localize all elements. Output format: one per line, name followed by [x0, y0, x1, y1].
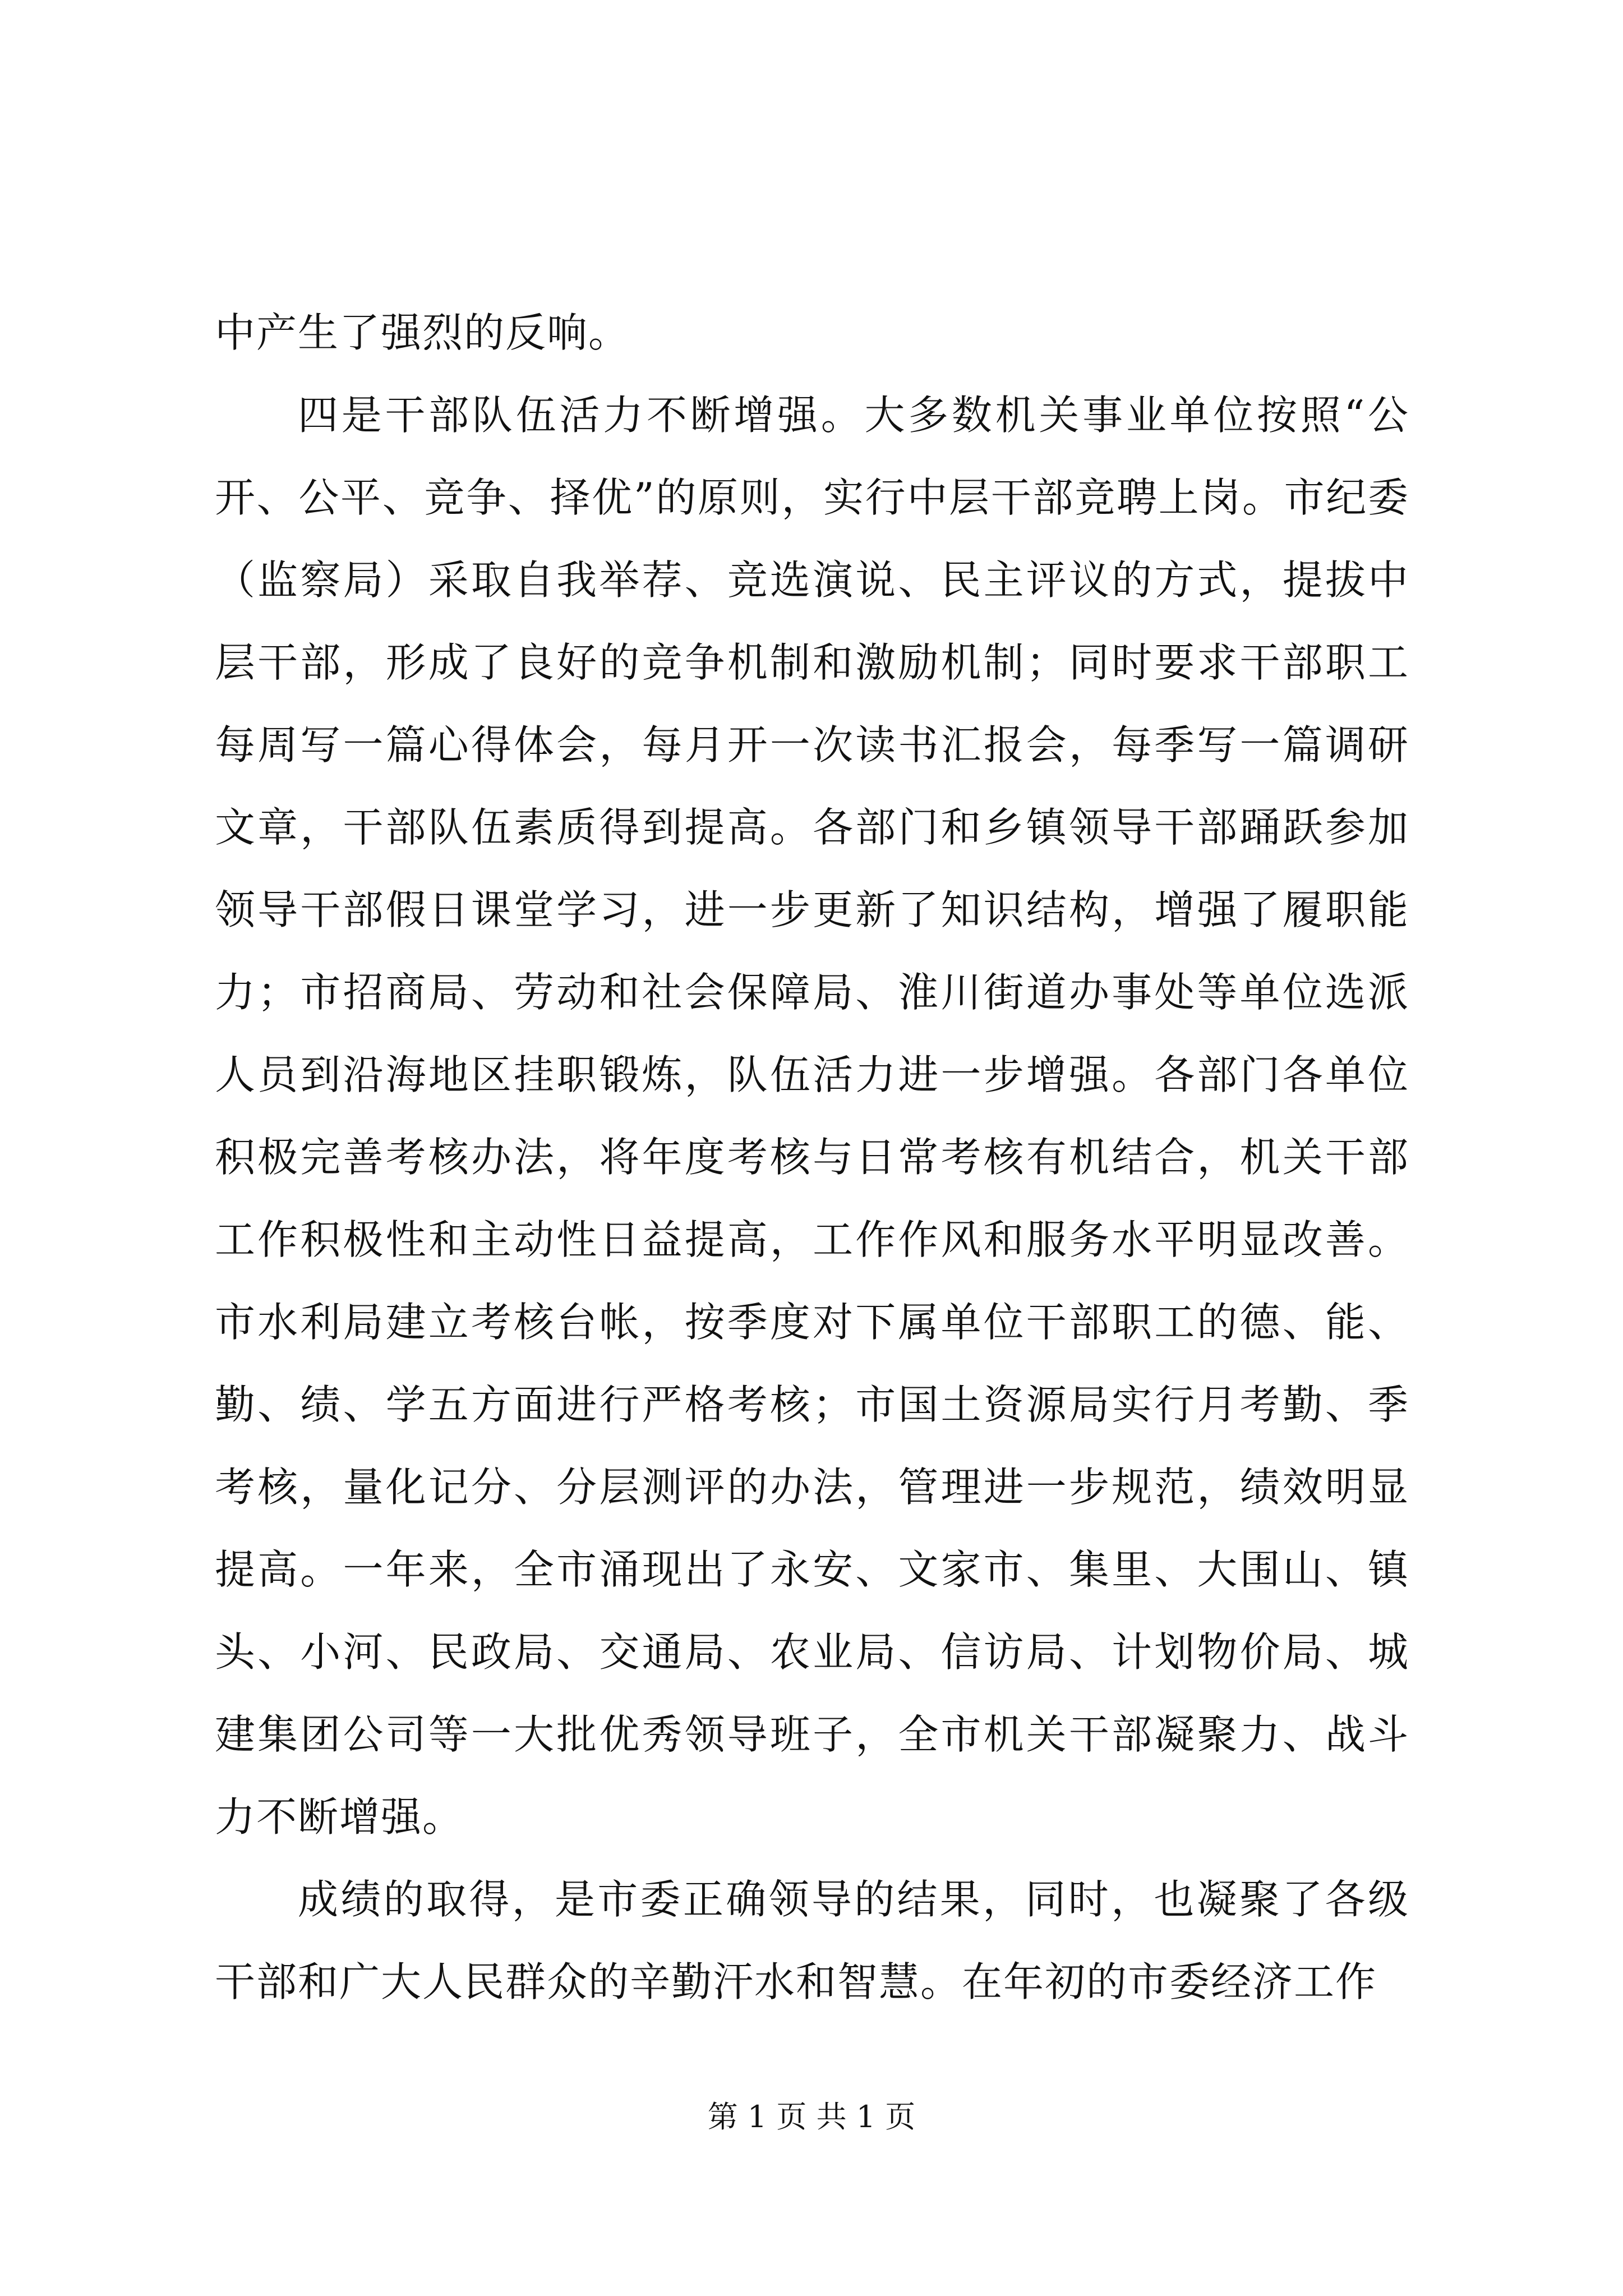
page-footer: 第 1 页 共 1 页: [707, 2099, 916, 2134]
paragraph-cadre-vitality: 四是干部队伍活力不断增强。大多数机关事业单位按照“公开、公平、竞争、择优”的原则，实行中层干部竞聘上岗。市纪委（监察局）采取自我举荐、竞选演说、民主评议的方式，提拔中层干部，形成了良好的竞争机制和激励机制；同时要求干部职工每周写一篇心得体会，每月开一次读书汇报会，每季写一篇调研文章，干部队伍素质得到提高。各部门和乡镇领导干部踊跃参加领导干部假日课堂学习，进一步更新了知识结构，增强了履职能力；市招商局、劳动和社会保障局、淮川街道办事处等单位选派人员到沿海地区挂职锻炼，队伍活力进一步增强。各部门各单位积极完善考核办法，将年度考核与日常考核有机结合，机关干部工作积极性和主动性日益提高，工作作风和服务水平明显改善。市水利局建立考核台帐，按季度对下属单位干部职工的德、能、勤、绩、学五方面进行严格考核；市国土资源局实行月考勤、季考核，量化记分、分层测评的办法，管理进一步规范，绩效明显提高。一年来，全市涌现出了永安、文家市、集里、大围山、镇头、小河、民政局、交通局、农业局、信访局、计划物价局、城建集团公司等一大批优秀领导班子，全市机关干部凝聚力、战斗力不断增强。: [215, 392, 1409, 1841]
paragraph-continuation: 中产生了强烈的反响。: [215, 309, 630, 356]
paragraph-achievements: 成绩的取得，是市委正确领导的结果，同时，也凝聚了各级干部和广大人民群众的辛勤汗水和智慧。在年初的市委经济工作: [215, 1876, 1409, 2005]
document-body: [215, 292, 1409, 2023]
